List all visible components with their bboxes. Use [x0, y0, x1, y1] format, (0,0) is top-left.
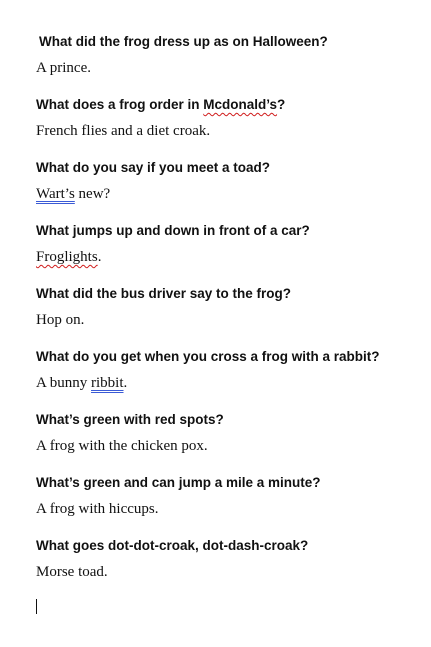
joke-answer[interactable]: Wart’s new?	[36, 186, 111, 202]
joke-question[interactable]: What do you get when you cross a frog with a rabbit?	[36, 349, 380, 364]
joke-7	[36, 411, 416, 474]
joke-answer[interactable]: Froglights.	[36, 249, 102, 265]
spelling-error-mark[interactable]: Mcdonald’s	[203, 97, 278, 112]
joke-5	[36, 285, 416, 348]
joke-2	[36, 96, 416, 159]
joke-question[interactable]: What jumps up and down in front of a car?	[36, 223, 310, 238]
grammar-error-mark[interactable]: Wart’s	[36, 186, 75, 202]
joke-answer[interactable]: A frog with the chicken pox.	[36, 438, 208, 454]
joke-1	[36, 33, 416, 96]
joke-question[interactable]: What’s green with red spots?	[36, 412, 224, 427]
joke-answer[interactable]: A frog with hiccups.	[36, 501, 159, 517]
joke-answer[interactable]: French flies and a diet croak.	[36, 123, 211, 139]
joke-answer[interactable]: Morse toad.	[36, 564, 108, 580]
joke-question[interactable]: What do you say if you meet a toad?	[36, 160, 271, 175]
text-cursor	[36, 599, 37, 614]
joke-answer[interactable]: A prince.	[36, 60, 91, 76]
document-body[interactable]	[36, 33, 416, 600]
joke-question[interactable]: What did the bus driver say to the frog?	[36, 286, 292, 301]
joke-3	[36, 159, 416, 222]
joke-9	[36, 537, 416, 600]
joke-question[interactable]: What did the frog dress up as on Halloween?	[39, 34, 328, 49]
joke-answer[interactable]: A bunny ribbit.	[36, 375, 128, 391]
joke-question[interactable]: What does a frog order in Mcdonald’s?	[36, 97, 286, 112]
joke-answer[interactable]: Hop on.	[36, 312, 85, 328]
grammar-error-mark[interactable]: ribbit	[91, 375, 124, 391]
joke-8	[36, 474, 416, 537]
spelling-error-mark[interactable]: Froglights	[36, 249, 98, 265]
joke-question[interactable]: What’s green and can jump a mile a minute?	[36, 475, 321, 490]
joke-6	[36, 348, 416, 411]
joke-question[interactable]: What goes dot-dot-croak, dot-dash-croak?	[36, 538, 309, 553]
joke-4	[36, 222, 416, 285]
